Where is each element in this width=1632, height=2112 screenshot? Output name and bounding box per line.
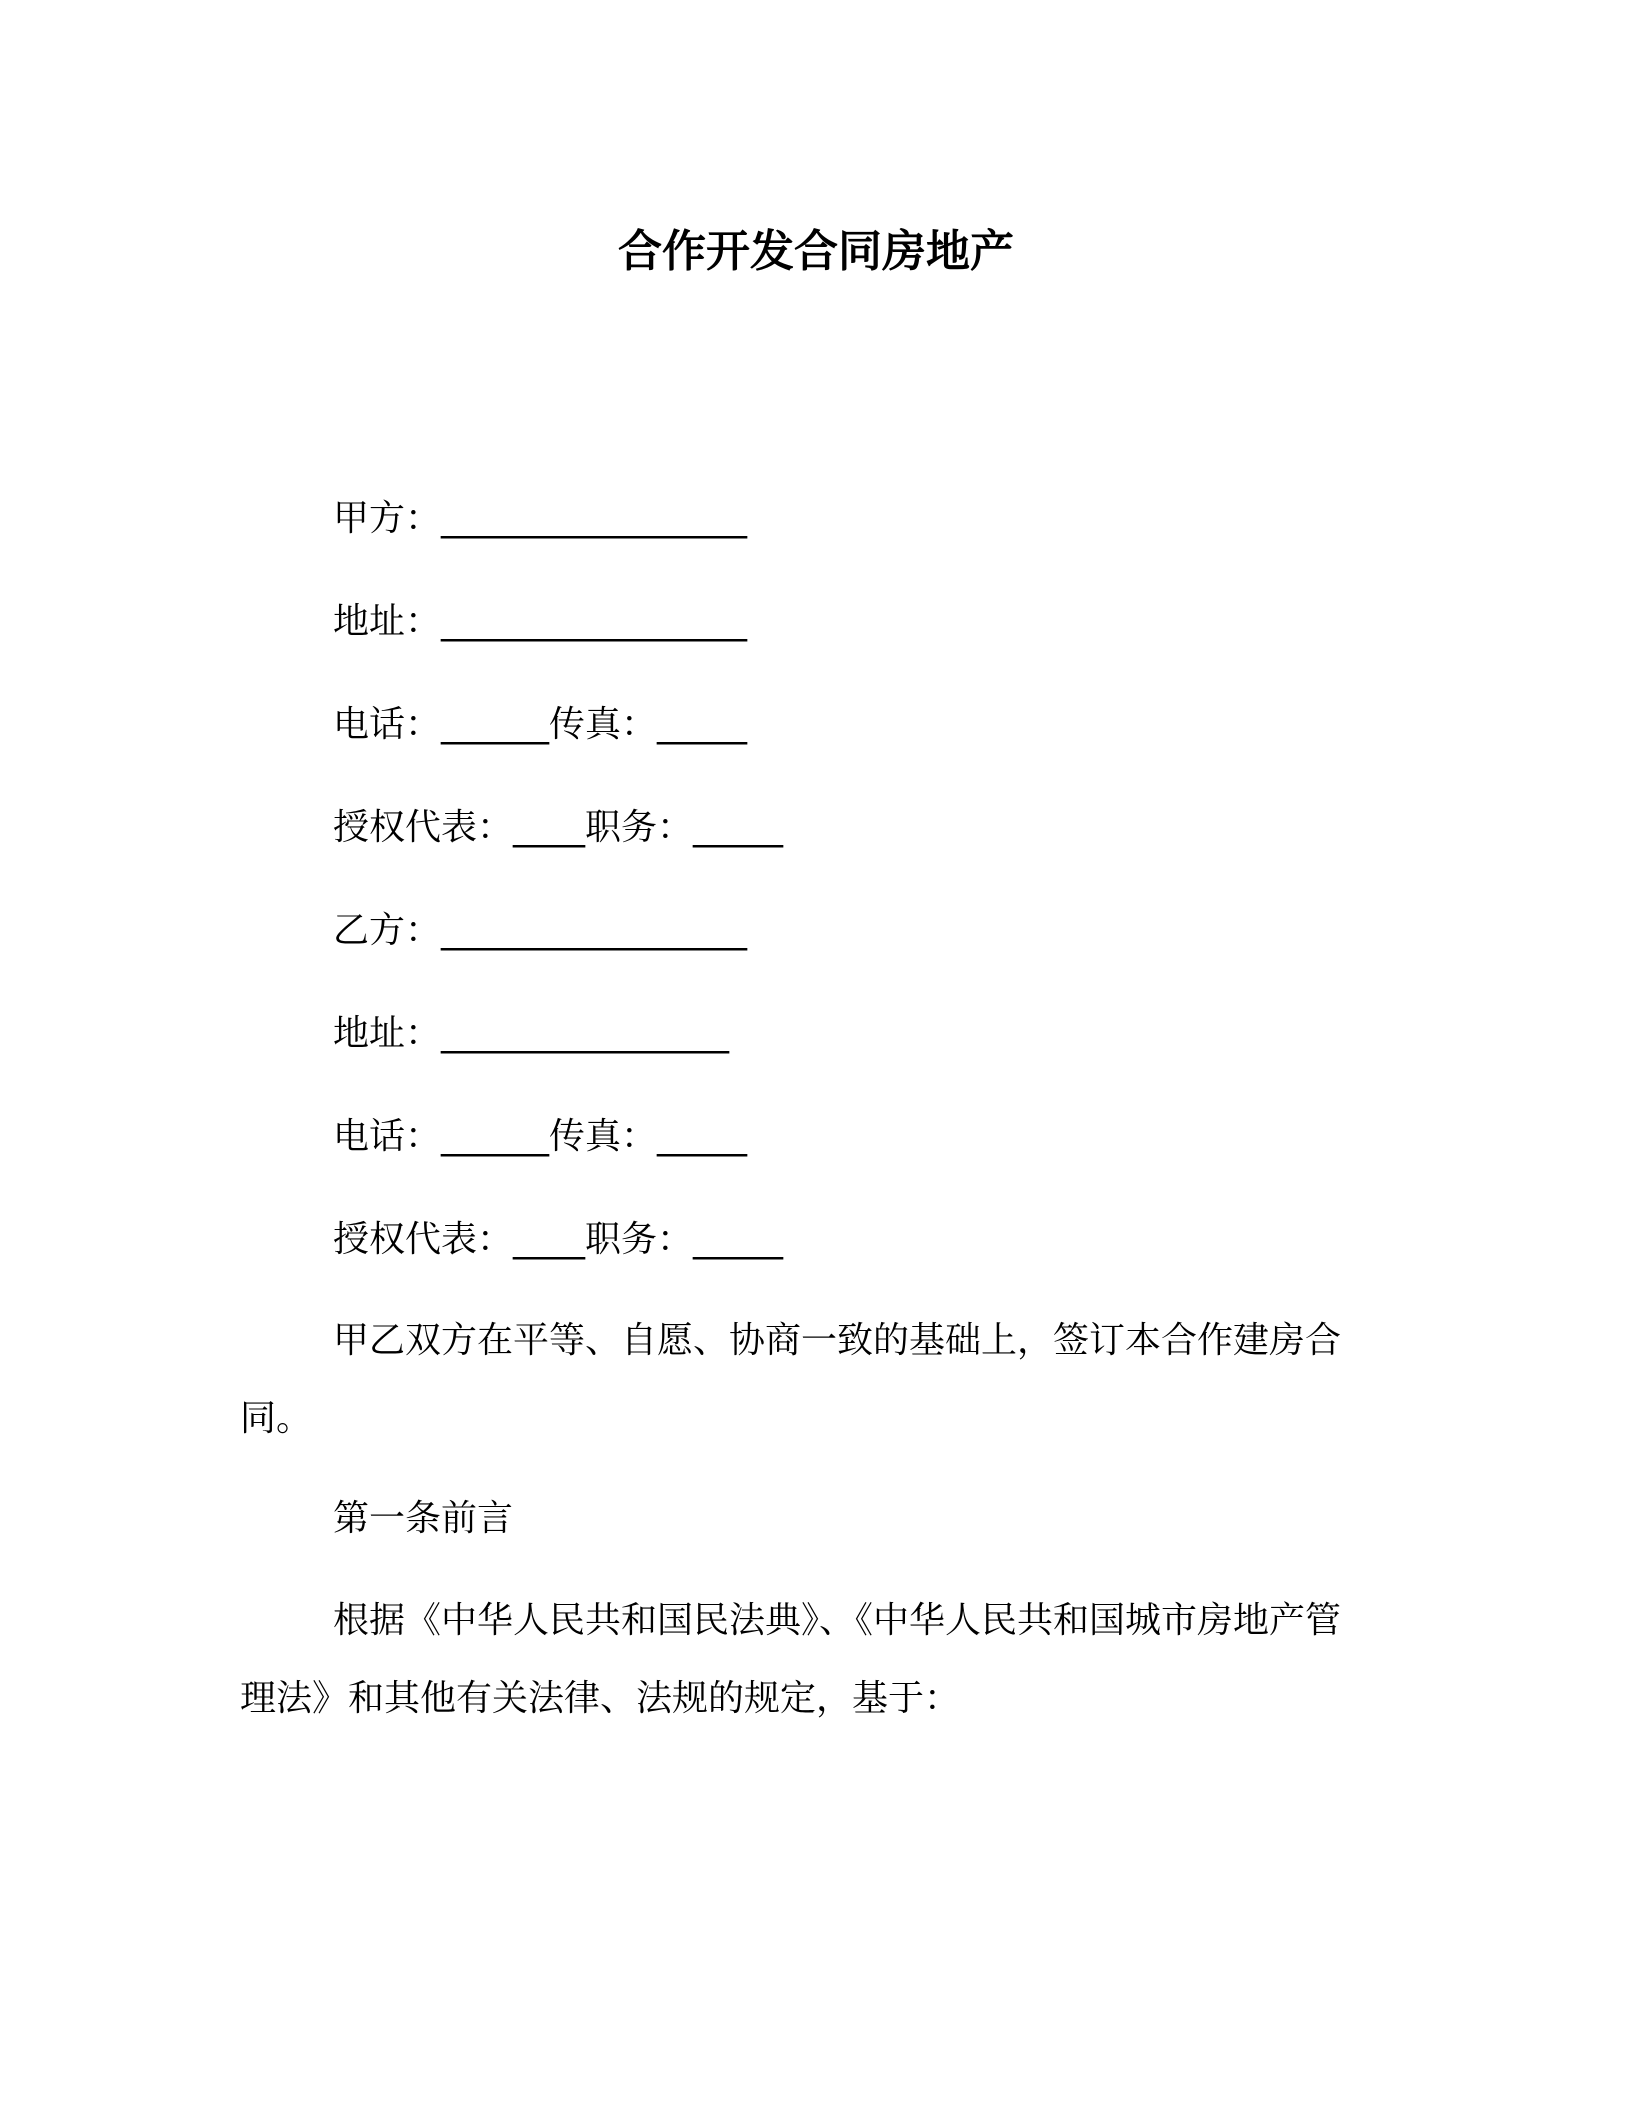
document-title: 合作开发合同房地产 [618, 226, 1014, 277]
party-b-representative-line: 授权代表：____职务：_____ [333, 1219, 784, 1260]
party-b-name-line: 乙方：_________________ [333, 910, 748, 951]
party-b-phone-fax-line: 电话：______传真：_____ [333, 1116, 748, 1157]
party-a-phone-fax-line: 电话：______传真：_____ [333, 704, 748, 745]
party-a-representative-line: 授权代表：____职务：_____ [333, 807, 784, 848]
intro-paragraph: 甲乙双方在平等、自愿、协商一致的基础上，签订本合作建房合同。 [240, 1320, 1342, 1439]
party-a-address-line: 地址：_________________ [333, 601, 748, 642]
article-1-heading: 第一条前言 [333, 1498, 514, 1539]
article-1-paragraph: 根据《中华人民共和国民法典》、《中华人民共和国城市房地产管理法》和其他有关法律、法规的规定，基于： [240, 1600, 1342, 1719]
party-b-address-line: 地址：________________ [333, 1013, 730, 1054]
party-a-name-line: 甲方：_________________ [333, 498, 748, 539]
